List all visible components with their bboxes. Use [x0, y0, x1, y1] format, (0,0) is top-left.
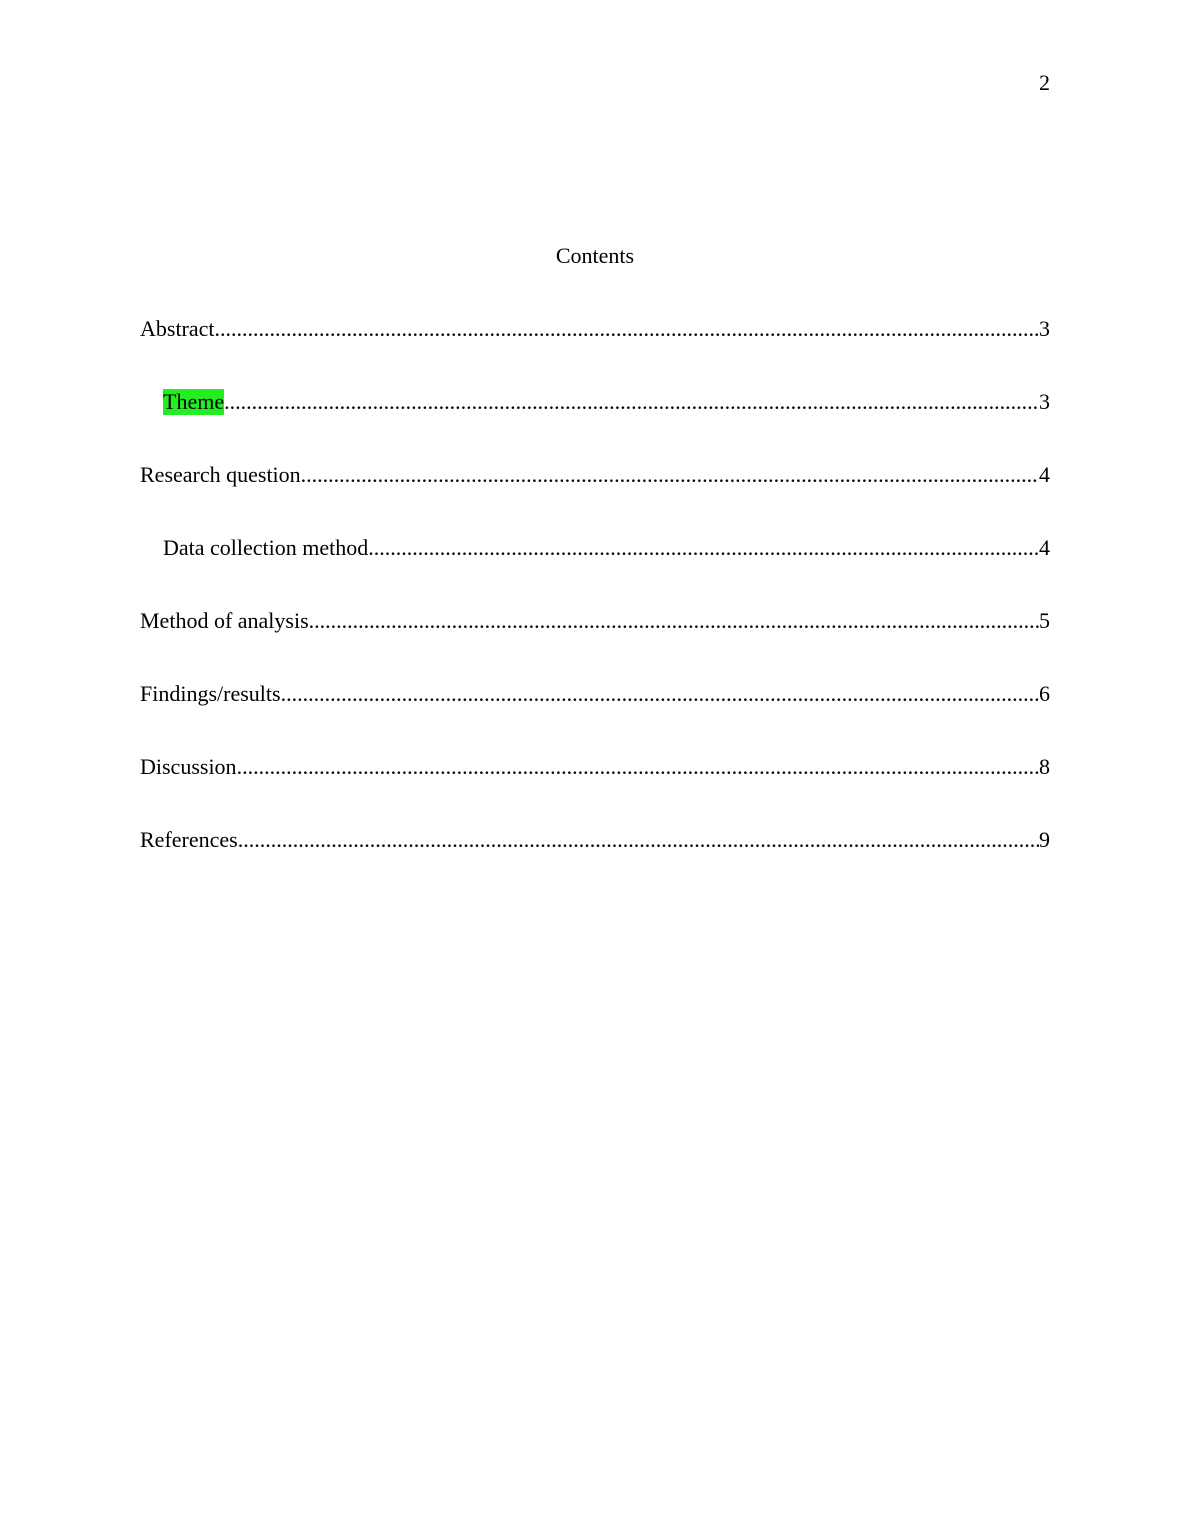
toc-entry-label: Theme	[163, 389, 225, 414]
toc-entry-method-of-analysis[interactable]	[140, 608, 1050, 681]
toc-entry-page: 4	[1039, 462, 1050, 487]
toc-dot-leader	[238, 827, 1039, 853]
toc-entry-page: 6	[1039, 681, 1050, 706]
toc-entry-label: References	[140, 827, 238, 852]
toc-dot-leader	[215, 316, 1039, 342]
toc-entry-data-collection-method[interactable]	[140, 535, 1050, 608]
toc-dot-leader	[368, 535, 1039, 561]
toc-dot-leader	[237, 754, 1039, 780]
toc-entry-references[interactable]	[140, 827, 1050, 900]
toc-entry-discussion[interactable]	[140, 754, 1050, 827]
toc-entry-label: Findings/results	[140, 681, 281, 706]
toc-entry-page: 9	[1039, 827, 1050, 852]
toc-entry-page: 3	[1039, 389, 1050, 414]
toc-entry-label: Abstract	[140, 316, 215, 341]
toc-title: Contents	[555, 243, 635, 268]
toc-dot-leader	[224, 389, 1039, 415]
toc-entry-findings-results[interactable]	[140, 681, 1050, 754]
toc-entry-research-question[interactable]	[140, 462, 1050, 535]
toc-dot-leader	[309, 608, 1039, 634]
toc-entry-page: 5	[1039, 608, 1050, 633]
toc-entry-label: Research question	[140, 462, 301, 487]
toc-entry-page: 3	[1039, 316, 1050, 341]
toc-entry-page: 8	[1039, 754, 1050, 779]
toc-entry-theme[interactable]	[140, 389, 1050, 462]
toc-dot-leader	[301, 462, 1039, 488]
toc-entry-label: Discussion	[140, 754, 237, 779]
toc-dot-leader	[281, 681, 1039, 707]
toc-entry-page: 4	[1039, 535, 1050, 560]
table-of-contents	[140, 316, 1050, 900]
toc-entry-abstract[interactable]	[140, 316, 1050, 389]
page-number: 2	[1039, 70, 1050, 95]
toc-entry-label: Method of analysis	[140, 608, 309, 633]
toc-entry-label: Data collection method	[163, 535, 369, 560]
